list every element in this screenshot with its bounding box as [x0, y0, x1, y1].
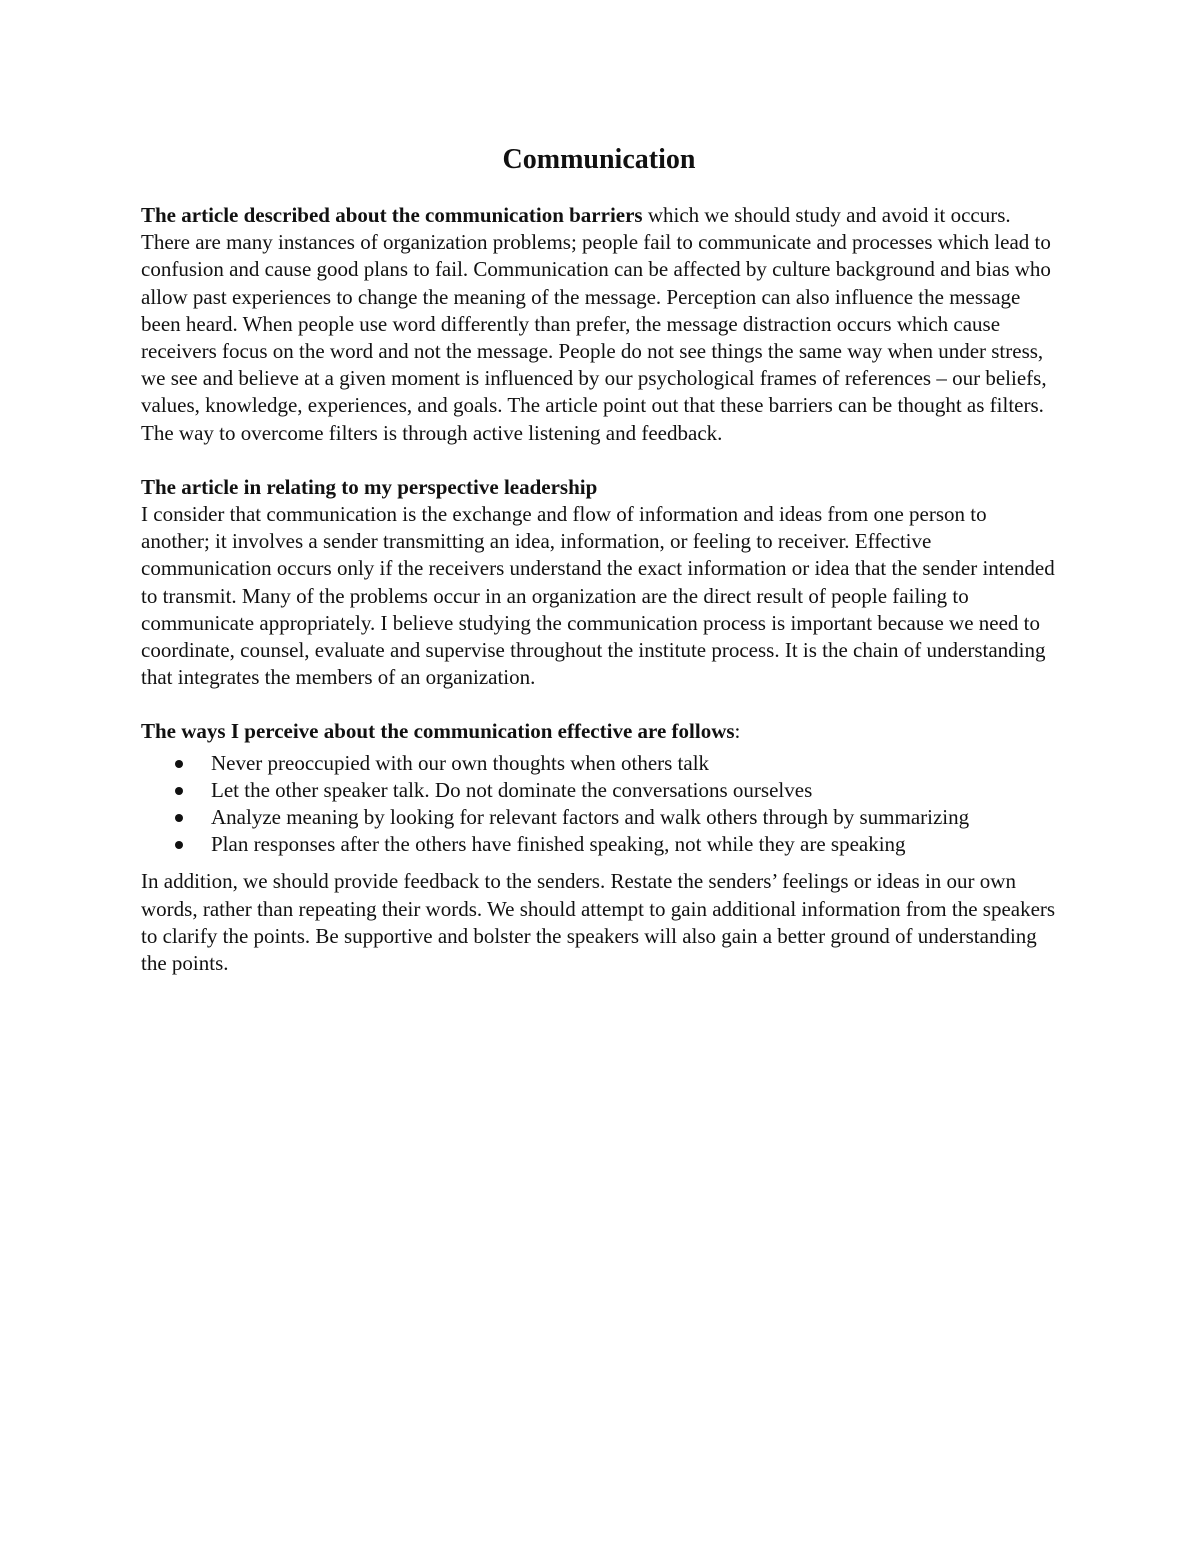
section-heading-leadership: The article in relating to my perspective leadership [141, 474, 598, 499]
bullet-icon [175, 841, 183, 849]
paragraph-leadership: I consider that communication is the exchange and flow of information and ideas from one person to another; it involves a sender transmitting an idea, information, or feeling to receiver. Effective communication occurs only if the receivers understand the exact information or idea that the sender intended to transmit. Many of the problems occur in an organization are the direct result of people failing to communicate appropriately. I believe studying the communication process is important because we need to coordinate, counsel, evaluate and supervise throughout the institute process. It is the chain of understanding that integrates the members of an organization. [141, 502, 1055, 690]
bullet-list [141, 750, 1057, 859]
section-heading-ways-colon: : [734, 719, 741, 744]
paragraph-communication-barriers [141, 202, 1057, 447]
list-item-text: Plan responses after the others have finished speaking, not while they are speaking [211, 832, 906, 857]
section-heading-ways-text: The ways I perceive about the communication effective are follows [141, 719, 735, 744]
bullet-icon [175, 760, 183, 768]
bullet-icon [175, 787, 183, 795]
paragraph-feedback: In addition, we should provide feedback to the senders. Restate the senders’ feelings or ideas in our own words, rather than repeating their words. We should attempt to gain additional information from the speakers to clarify the points. Be supportive and bolster the speakers will also gain a better ground of understanding the points. [141, 869, 1056, 976]
paragraph-body: which we should study and avoid it occurs. There are many instances of organization problems; people fail to communicate and processes which lead to confusion and cause good plans to fail. Communication can be affected by culture background and bias who allow past experiences to change the meaning of the message. Perception can also influence the message been heard. When people use word differently than prefer, the message distraction occurs which cause receivers focus on the word and not the message. People do not see things the same way when under stress, we see and believe at a given moment is influenced by our psychological frames of references – our beliefs, values, knowledge, experiences, and goals. The article point out that these barriers can be thought as filters. The way to overcome filters is through active listening and feedback. [141, 203, 1051, 445]
list-item [141, 831, 1057, 858]
list-item-text: Analyze meaning by looking for relevant factors and walk others through by summarizing [211, 805, 970, 830]
section-heading-ways [141, 718, 1057, 745]
list-item [141, 804, 1057, 831]
list-item-text: Never preoccupied with our own thoughts when others talk [211, 750, 710, 775]
bullet-icon [175, 814, 183, 822]
list-item [141, 750, 1057, 777]
document-title: Communication [502, 144, 696, 175]
list-item [141, 777, 1057, 804]
document-page [141, 140, 1057, 977]
paragraph-bold-lead: The article described about the communication barriers [141, 203, 643, 227]
list-item-text: Let the other speaker talk. Do not dominate the conversations ourselves [211, 777, 813, 802]
